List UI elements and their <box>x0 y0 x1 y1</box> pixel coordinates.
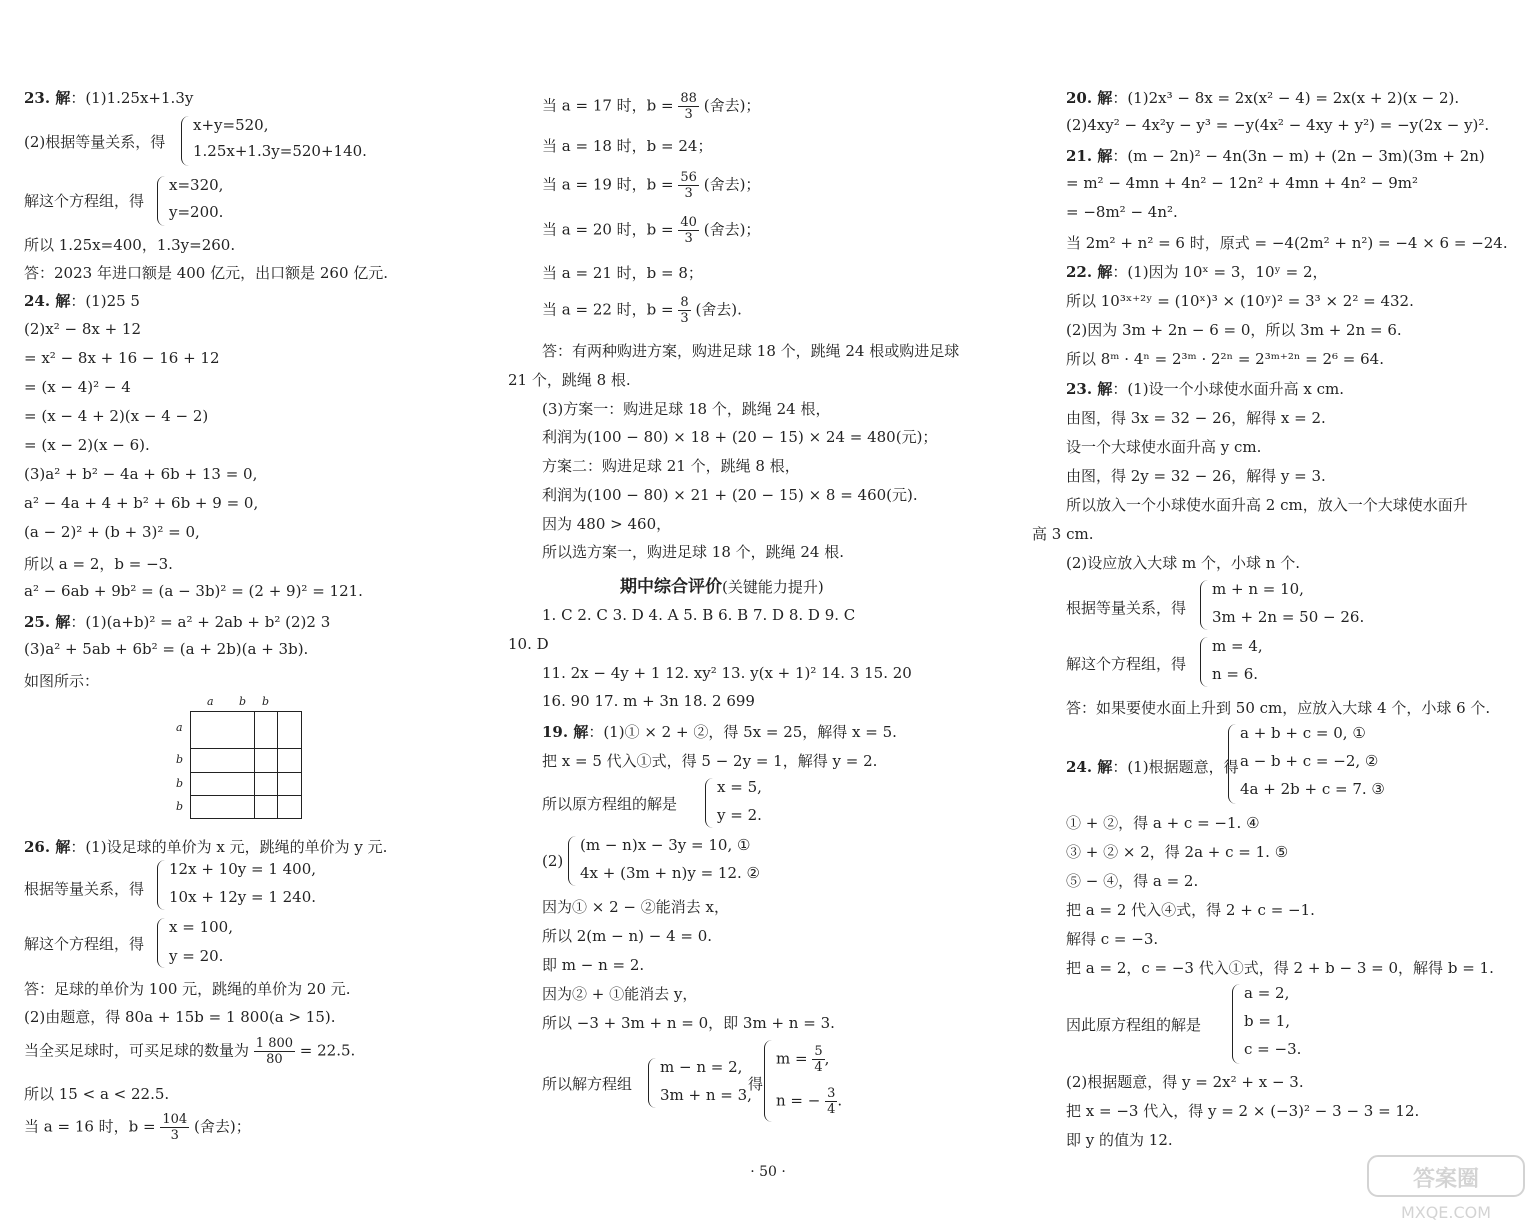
solution-system <box>705 778 825 828</box>
text-line: 由图，得 2y = 32 − 26，解得 y = 3. <box>1066 467 1326 485</box>
q24-line <box>1066 756 1239 777</box>
text-line: 当 a = 21 时，b = 8； <box>542 264 703 282</box>
question-number: 23. 解 <box>1066 380 1113 398</box>
question-text: ：(1)设一个小球使水面升高 x cm. <box>1112 380 1344 398</box>
text: 当 a = 16 时，b = <box>24 1117 156 1136</box>
text-line: (2)设应放入大球 m 个，小球 n 个. <box>1066 554 1300 572</box>
brace <box>1232 984 1241 1064</box>
text-line: (a − 2)² + (b + 3)² = 0, <box>24 523 200 541</box>
text-line: 把 a = 2 代入④式，得 2 + c = −1. <box>1066 901 1315 919</box>
grid-label: b <box>262 695 270 708</box>
solution-system <box>157 918 277 968</box>
right-column <box>1032 0 1532 1230</box>
svg-text:MXQE.COM: MXQE.COM <box>1400 1203 1492 1222</box>
section-title <box>620 572 824 597</box>
numerator: 8 <box>680 295 689 310</box>
system-row: a + b + c = 0, ① <box>1240 724 1366 742</box>
grid-line <box>190 748 302 749</box>
system-row: y = 2. <box>717 806 762 824</box>
question-text: ：(1)因为 10ˣ = 3，10ʸ = 2， <box>1112 263 1328 281</box>
fraction <box>825 1086 837 1117</box>
text-line: 解这个方程组，得 <box>1066 655 1187 673</box>
text: (舍去). <box>695 300 742 319</box>
system-row: y=200. <box>169 203 224 221</box>
question-text: ：(1)2x³ − 8x = 2x(x² − 4) = 2x(x + 2)(x − 2). <box>1112 89 1460 107</box>
answer-line: 答：2023 年进口额是 400 亿元，出口额是 260 亿元. <box>24 264 389 282</box>
denominator: 3 <box>684 231 693 246</box>
system-row: (m − n)x − 3y = 10, ① <box>580 836 751 854</box>
text-line: 所以 1.25x=400，1.3y=260. <box>24 236 236 254</box>
system-row: 1.25x+1.3y=520+140. <box>193 142 367 160</box>
system-row: 10x + 12y = 1 240. <box>169 888 317 906</box>
text-line: = m² − 4mn + 4n² − 12n² + 4mn + 4n² − 9m² <box>1066 174 1419 192</box>
question-number: 25. 解 <box>24 613 71 631</box>
text: (舍去)； <box>194 1117 251 1136</box>
question-text: ：(m − 2n)² − 4n(3n − m) + (2n − 3m)(3m + 2n) <box>1112 147 1485 165</box>
system-row <box>776 1044 829 1075</box>
fraction <box>678 170 699 201</box>
system-row: 3m + n = 3, <box>660 1086 752 1104</box>
denominator: 4 <box>827 1102 836 1117</box>
text-line: 解这个方程组，得 <box>24 935 145 953</box>
text-line: ⑤ − ④，得 a = 2. <box>1066 872 1199 890</box>
text-line-fraction <box>542 295 742 326</box>
text-line: 所以 a = 2，b = −3. <box>24 555 173 573</box>
system-row: x = 100, <box>169 918 233 936</box>
text-line: 因为② + ①能消去 y， <box>542 985 698 1003</box>
text-line: 把 x = −3 代入，得 y = 2 × (−3)² − 3 − 3 = 12. <box>1066 1102 1420 1120</box>
text-line: 所以 8ᵐ · 4ⁿ = 2³ᵐ · 2²ⁿ = 2³ᵐ⁺²ⁿ = 2⁶ = 64. <box>1066 350 1384 368</box>
answer-line: 答：有两种购进方案，购进足球 18 个，跳绳 24 根或购进足球 <box>542 342 960 360</box>
fraction <box>678 295 690 326</box>
grid-line <box>254 711 255 819</box>
denominator: 3 <box>684 186 693 201</box>
question-number: 24. 解 <box>24 292 71 310</box>
text-line: 得 <box>748 1075 764 1093</box>
text-line: 如图所示： <box>24 672 100 690</box>
choice-answers: 10. D <box>508 635 549 653</box>
page-number: · 50 · <box>750 1164 786 1180</box>
fraction <box>678 91 699 122</box>
system-row: m − n = 2, <box>660 1058 743 1076</box>
question-text: ：(1)(a+b)² = a² + 2ab + b² (2)2 3 <box>70 613 331 631</box>
text-line: (2)由题意，得 80a + 15b = 1 800(a > 15). <box>24 1008 336 1026</box>
text: n = − <box>776 1091 821 1110</box>
text-line: 所以选方案一，购进足球 18 个，跳绳 24 根. <box>542 543 845 561</box>
system-row: c = −3. <box>1244 1040 1302 1058</box>
q20-line <box>1066 87 1459 108</box>
equation-system <box>181 116 441 166</box>
text-line: (3)a² + b² − 4a + 6b + 13 = 0, <box>24 465 258 483</box>
solve-label: 解这个方程组，得 <box>24 192 145 210</box>
text: 当 a = 22 时，b = <box>542 300 674 319</box>
question-text: ：(1)设足球的单价为 x 元，跳绳的单价为 y 元. <box>70 838 388 856</box>
brace <box>157 176 166 226</box>
text-line: 所以解方程组 <box>542 1075 633 1093</box>
equation-system <box>1200 580 1400 630</box>
text-line: 当 a = 18 时，b = 24； <box>542 137 713 155</box>
denominator: 80 <box>266 1052 283 1067</box>
text-line: 所以 2(m − n) − 4 = 0. <box>542 927 713 945</box>
text-line: (2)根据题意，得 y = 2x² + x − 3. <box>1066 1073 1304 1091</box>
solution-system <box>1232 984 1332 1064</box>
q24-line <box>24 290 140 311</box>
system-row: m = 4, <box>1212 637 1263 655</box>
text-line: (3)a² + 5ab + 6b² = (a + 2b)(a + 3b). <box>24 640 309 658</box>
numerator: 5 <box>814 1044 823 1059</box>
q22-line <box>1066 261 1328 282</box>
text-line-fraction <box>542 170 760 201</box>
answer-line: 答：如果要使水面上升到 50 cm，应放入大球 4 个，小球 6 个. <box>1066 699 1491 717</box>
middle-column <box>508 0 1026 1230</box>
text: 当 a = 20 时，b = <box>542 220 674 239</box>
text-line: 所以 10³ˣ⁺²ʸ = (10ˣ)³ × (10ʸ)² = 3³ × 2² = 432. <box>1066 292 1414 310</box>
brace <box>157 860 166 910</box>
text-line: 把 x = 5 代入①式，得 5 − 2y = 1，解得 y = 2. <box>542 752 878 770</box>
text-line: a² − 4a + 4 + b² + 6b + 9 = 0, <box>24 494 259 512</box>
system-row: y = 20. <box>169 947 224 965</box>
brace <box>181 116 190 166</box>
question-text: ：(1)25 5 <box>70 292 140 310</box>
text-line-fraction <box>24 1036 355 1067</box>
text-line-fraction <box>24 1112 251 1143</box>
text-line: 因为 480 > 460， <box>542 515 672 533</box>
system-row: a − b + c = −2, ② <box>1240 752 1379 770</box>
question-text: ：(1)1.25x+1.3y <box>70 89 194 107</box>
system-row: x=320, <box>169 176 224 194</box>
text: 当 a = 19 时，b = <box>542 175 674 194</box>
text: = 22.5. <box>299 1041 356 1060</box>
text-line-fraction <box>542 91 760 122</box>
brace <box>648 1058 657 1108</box>
fill-answers: 11. 2x − 4y + 1 12. xy² 13. y(x + 1)² 14. 3 15. 20 <box>542 664 912 682</box>
watermark-logo <box>1366 1154 1526 1224</box>
svg-text:答案圈: 答案圈 <box>1412 1167 1480 1192</box>
text: (舍去)； <box>703 175 761 194</box>
text-line: ③ + ② × 2，得 2a + c = 1. ⑤ <box>1066 843 1289 861</box>
text-line: = x² − 8x + 16 − 16 + 12 <box>24 349 220 367</box>
grid-outer <box>190 711 302 819</box>
denominator: 3 <box>684 107 693 122</box>
numerator: 104 <box>162 1112 188 1127</box>
numerator: 3 <box>827 1086 836 1101</box>
question-number: 20. 解 <box>1066 89 1113 107</box>
text-line: ① + ②，得 a + c = −1. ④ <box>1066 814 1260 832</box>
question-number: 22. 解 <box>1066 263 1113 281</box>
text-line: = (x − 4 + 2)(x − 4 − 2) <box>24 407 209 425</box>
text-line: (2)4xy² − 4x²y − y³ = −y(4x² − 4xy + y²) = −y(2x − y)². <box>1066 116 1490 134</box>
text-line: = −8m² − 4n². <box>1066 203 1178 221</box>
numerator: 1 800 <box>255 1036 294 1051</box>
text-line: 高 3 cm. <box>1032 525 1094 543</box>
solution-system <box>1200 637 1300 687</box>
text-line: 解得 c = −3. <box>1066 930 1159 948</box>
system-row: 12x + 10y = 1 400, <box>169 860 317 878</box>
text-line: 因此原方程组的解是 <box>1066 1016 1202 1034</box>
numerator: 88 <box>680 91 697 106</box>
text-line: 即 y 的值为 12. <box>1066 1131 1173 1149</box>
text: (舍去)； <box>703 96 761 115</box>
section-title-main: 期中综合评价 <box>620 577 722 597</box>
system-row: m + n = 10, <box>1212 580 1304 598</box>
text-line: 即 m − n = 2. <box>542 956 645 974</box>
grid-label: b <box>239 695 247 708</box>
question-number: 26. 解 <box>24 838 71 856</box>
brace <box>764 1040 773 1122</box>
text-line: 所以 15 < a < 22.5. <box>24 1085 170 1103</box>
brace <box>705 778 714 828</box>
text-line-fraction <box>542 215 760 246</box>
text: . <box>837 1091 843 1110</box>
choice-answers: 1. C 2. C 3. D 4. A 5. B 6. B 7. D 8. D 9. C <box>542 606 856 624</box>
denominator: 4 <box>814 1060 823 1075</box>
equation-system <box>568 836 808 886</box>
text-line: (2) <box>542 852 564 870</box>
brace <box>568 836 577 886</box>
text-line: 21 个，跳绳 8 根. <box>508 371 631 389</box>
system-row: 4a + 2b + c = 7. ③ <box>1240 780 1385 798</box>
section-title-sub: (关键能力提升) <box>722 578 824 596</box>
q23-equation-label: (2)根据等量关系，得 <box>24 133 166 151</box>
system-row: x+y=520, <box>193 116 269 134</box>
denominator: 3 <box>680 311 689 326</box>
q23-line <box>1066 378 1344 399</box>
solution-system <box>157 176 277 226</box>
text-line: (2)x² − 8x + 12 <box>24 320 142 338</box>
question-number: 24. 解 <box>1066 758 1113 776</box>
solution-system <box>764 1040 874 1122</box>
fraction <box>254 1036 295 1067</box>
question-number: 19. 解 <box>542 723 589 741</box>
text: 当 a = 17 时，b = <box>542 96 674 115</box>
text-line: 由图，得 3x = 32 − 26，解得 x = 2. <box>1066 409 1326 427</box>
grid-line <box>190 772 302 773</box>
text: (舍去)； <box>703 220 761 239</box>
text-line: (3)方案一：购进足球 18 个，跳绳 24 根， <box>542 400 831 418</box>
equation-system <box>1228 724 1388 804</box>
grid-label: b <box>176 800 184 813</box>
text-line: 利润为(100 − 80) × 18 + (20 − 15) × 24 = 480(元)； <box>542 428 938 446</box>
question-text: ：(1)根据题意，得 <box>1112 758 1239 776</box>
fill-answers: 16. 90 17. m + 3n 18. 2 699 <box>542 692 755 710</box>
text: m = <box>776 1049 808 1068</box>
text-line: (2)因为 3m + 2n − 6 = 0，所以 3m + 2n = 6. <box>1066 321 1402 339</box>
equation-system <box>157 860 357 910</box>
q19-line <box>542 721 897 742</box>
system-row: b = 1, <box>1244 1012 1291 1030</box>
grid-label: b <box>176 777 184 790</box>
equation-system <box>648 1058 758 1108</box>
system-row: n = 6. <box>1212 665 1259 683</box>
numerator: 56 <box>680 170 697 185</box>
numerator: 40 <box>680 215 697 230</box>
grid-label: b <box>176 753 184 766</box>
grid-label: a <box>207 695 214 708</box>
brace <box>157 918 166 968</box>
denominator: 3 <box>170 1128 179 1143</box>
text-line: = (x − 2)(x − 6). <box>24 436 150 454</box>
system-row: a = 2, <box>1244 984 1290 1002</box>
left-column <box>24 0 504 1230</box>
text: 当全买足球时，可买足球的数量为 <box>24 1041 250 1060</box>
system-row: 3m + 2n = 50 − 26. <box>1212 608 1365 626</box>
q25-line <box>24 611 330 632</box>
text-line: 所以原方程组的解是 <box>542 795 678 813</box>
q23-line <box>24 87 193 108</box>
brace <box>1228 724 1237 804</box>
question-number: 21. 解 <box>1066 147 1113 165</box>
text-line: 设一个大球使水面升高 y cm. <box>1066 438 1262 456</box>
answer-line: 答：足球的单价为 100 元，跳绳的单价为 20 元. <box>24 980 351 998</box>
fraction <box>678 215 699 246</box>
text-line: 利润为(100 − 80) × 21 + (20 − 15) × 8 = 460(元). <box>542 486 918 504</box>
text: , <box>824 1049 830 1068</box>
text-line: = (x − 4)² − 4 <box>24 378 131 396</box>
question-text: ：(1)① × 2 + ②，得 5x = 25，解得 x = 5. <box>588 723 897 741</box>
area-grid-figure <box>174 695 304 821</box>
fraction <box>812 1044 824 1075</box>
system-row: x = 5, <box>717 778 762 796</box>
brace <box>1200 580 1209 630</box>
text-line: a² − 6ab + 9b² = (a − 3b)² = (2 + 9)² = 121. <box>24 582 363 600</box>
fraction <box>160 1112 189 1143</box>
grid-line <box>277 711 278 819</box>
grid-label: a <box>176 721 183 734</box>
text-line: 根据等量关系，得 <box>24 880 145 898</box>
text-line: 所以 −3 + 3m + n = 0，即 3m + n = 3. <box>542 1014 835 1032</box>
grid-line <box>190 795 302 796</box>
system-row <box>776 1086 842 1117</box>
q21-line <box>1066 145 1485 166</box>
text-line: 所以放入一个小球使水面升高 2 cm，放入一个大球使水面升 <box>1066 496 1468 514</box>
q26-line <box>24 836 387 857</box>
text-line: 当 2m² + n² = 6 时，原式 = −4(2m² + n²) = −4 × 6 = −24. <box>1066 234 1508 252</box>
text-line: 根据等量关系，得 <box>1066 599 1187 617</box>
system-row: 4x + (3m + n)y = 12. ② <box>580 864 760 882</box>
text-line: 方案二：购进足球 21 个，跳绳 8 根， <box>542 457 800 475</box>
brace <box>1200 637 1209 687</box>
question-number: 23. 解 <box>24 89 71 107</box>
text-line: 因为① × 2 − ②能消去 x， <box>542 898 729 916</box>
text-line: 把 a = 2，c = −3 代入①式，得 2 + b − 3 = 0，解得 b = 1. <box>1066 959 1494 977</box>
